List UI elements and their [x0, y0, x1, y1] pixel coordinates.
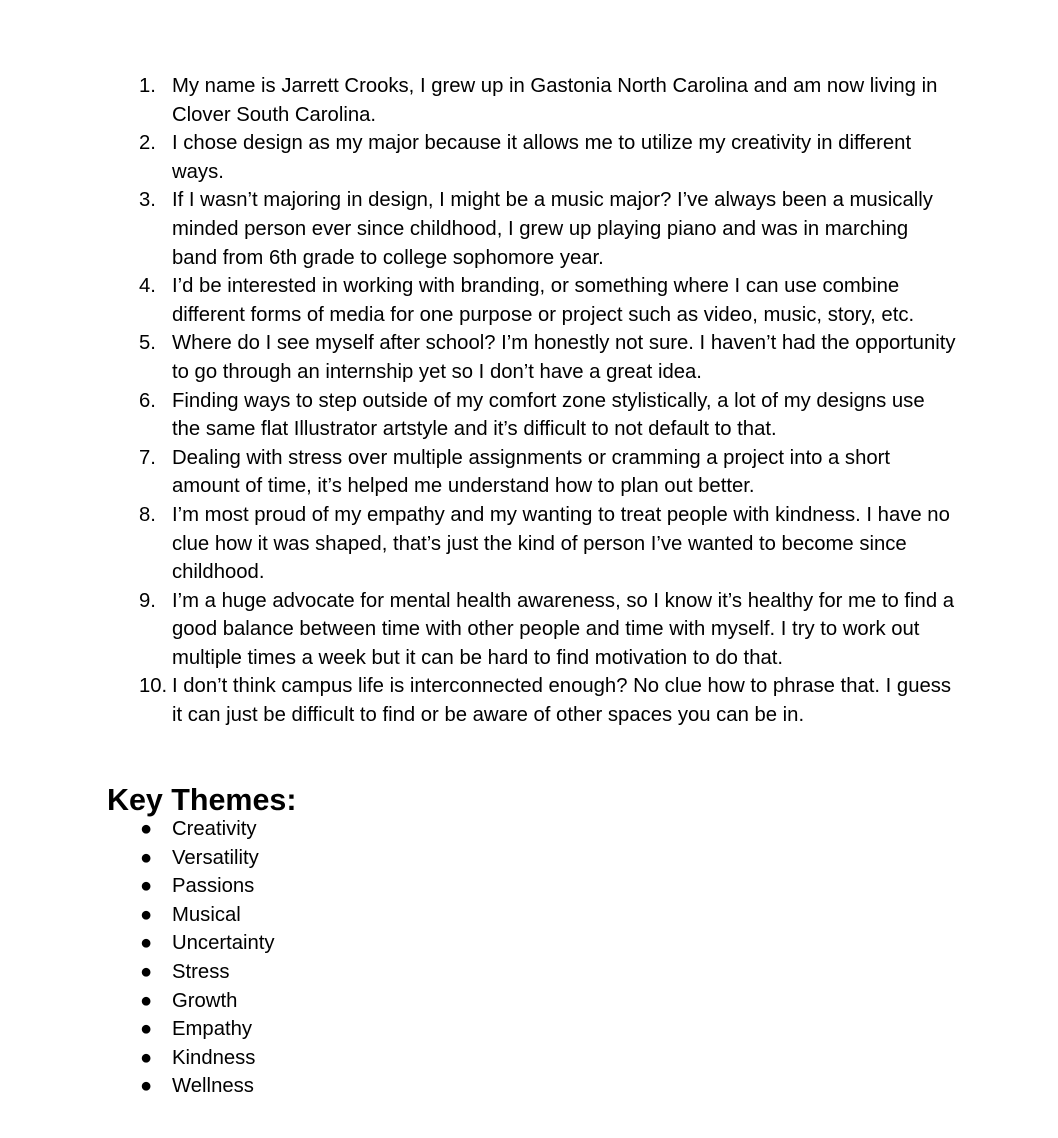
theme-label: Stress: [172, 960, 230, 983]
list-item-text: Dealing with stress over multiple assignments or cramming a project into a short amount of time, it’s helped me understand how to plan out better.: [172, 446, 891, 498]
list-item-text: I chose design as my major because it allows me to utilize my creativity in different ways.: [172, 132, 912, 183]
list-item: [0, 72, 1058, 129]
list-item-text: If I wasn’t majoring in design, I might be a music major? I’ve always been a musically minded person ever since childhood, I grew up playing piano and was in marching band from 6th grade to college sophomore year.: [172, 189, 933, 269]
bullet-icon: ●: [140, 932, 153, 955]
key-themes-heading: Key Themes:: [107, 783, 297, 817]
list-item: [0, 587, 1058, 673]
bullet-icon: ●: [140, 818, 153, 840]
list-item-number: 6.: [139, 389, 156, 412]
theme-label: Uncertainty: [172, 932, 275, 955]
list-item-number: 4.: [139, 275, 156, 298]
theme-label: Growth: [172, 989, 238, 1012]
list-item-number: 10.: [139, 675, 168, 698]
theme-item: [0, 1015, 400, 1044]
list-item-number: 7.: [139, 446, 156, 469]
theme-item: [0, 815, 400, 844]
answers-list: [0, 72, 1058, 730]
bullet-icon: ●: [140, 1075, 153, 1098]
list-item: [0, 444, 1058, 501]
theme-item: [0, 987, 400, 1016]
theme-item: [0, 958, 400, 987]
theme-item: [0, 901, 400, 930]
key-themes-list: [0, 815, 400, 1101]
bullet-icon: ●: [140, 875, 153, 898]
list-item: [0, 672, 1058, 729]
bullet-icon: ●: [140, 903, 153, 926]
list-item-text: I don’t think campus life is interconnected enough? No clue how to phrase that. I guess it can just be difficult to find or be aware of other spaces you can be in.: [172, 675, 952, 727]
theme-label: Passions: [172, 875, 255, 898]
list-item-text: My name is Jarrett Crooks, I grew up in Gastonia North Carolina and am now living in Clover South Carolina.: [172, 75, 938, 126]
bullet-icon: ●: [140, 1046, 153, 1069]
list-item-text: I’m a huge advocate for mental health awareness, so I know it’s healthy for me to find a good balance between time with other people and time with myself. I try to work out multiple times a week but it can be hard to find motivation to do that.: [172, 589, 955, 669]
theme-label: Kindness: [172, 1046, 256, 1069]
list-item-number: 9.: [139, 589, 156, 612]
list-item-number: 1.: [139, 75, 156, 97]
theme-item: [0, 1072, 400, 1101]
theme-label: Wellness: [172, 1075, 254, 1098]
theme-label: Creativity: [172, 818, 257, 840]
list-item: [0, 186, 1058, 272]
bullet-icon: ●: [140, 960, 153, 983]
list-item: [0, 129, 1058, 186]
bullet-icon: ●: [140, 846, 153, 869]
list-item: [0, 387, 1058, 444]
list-item: [0, 501, 1058, 587]
list-item: [0, 272, 1058, 329]
bullet-icon: ●: [140, 1018, 153, 1041]
theme-label: Empathy: [172, 1018, 253, 1041]
list-item-number: 5.: [139, 332, 156, 355]
theme-item: [0, 844, 400, 873]
theme-item: [0, 1044, 400, 1073]
list-item-number: 8.: [139, 503, 156, 526]
theme-label: Versatility: [172, 846, 259, 869]
theme-item: [0, 872, 400, 901]
list-item-number: 2.: [139, 132, 156, 155]
bullet-icon: ●: [140, 989, 153, 1012]
list-item-number: 3.: [139, 189, 156, 212]
theme-label: Musical: [172, 903, 241, 926]
theme-item: [0, 929, 400, 958]
list-item-text: I’d be interested in working with branding, or something where I can use combine different forms of media for one purpose or project such as video, music, story, etc.: [172, 275, 915, 326]
list-item-text: I’m most proud of my empathy and my wanting to treat people with kindness. I have no clue how it was shaped, that’s just the kind of person I’ve wanted to become since childhood.: [172, 503, 950, 584]
list-item: [0, 329, 1058, 386]
list-item-text: Finding ways to step outside of my comfort zone stylistically, a lot of my designs use the same flat Illustrator artstyle and it’s difficult to not default to that.: [172, 389, 925, 441]
list-item-text: Where do I see myself after school? I’m honestly not sure. I haven’t had the opportunity to go through an internship yet so I don’t have a great idea.: [172, 332, 956, 383]
